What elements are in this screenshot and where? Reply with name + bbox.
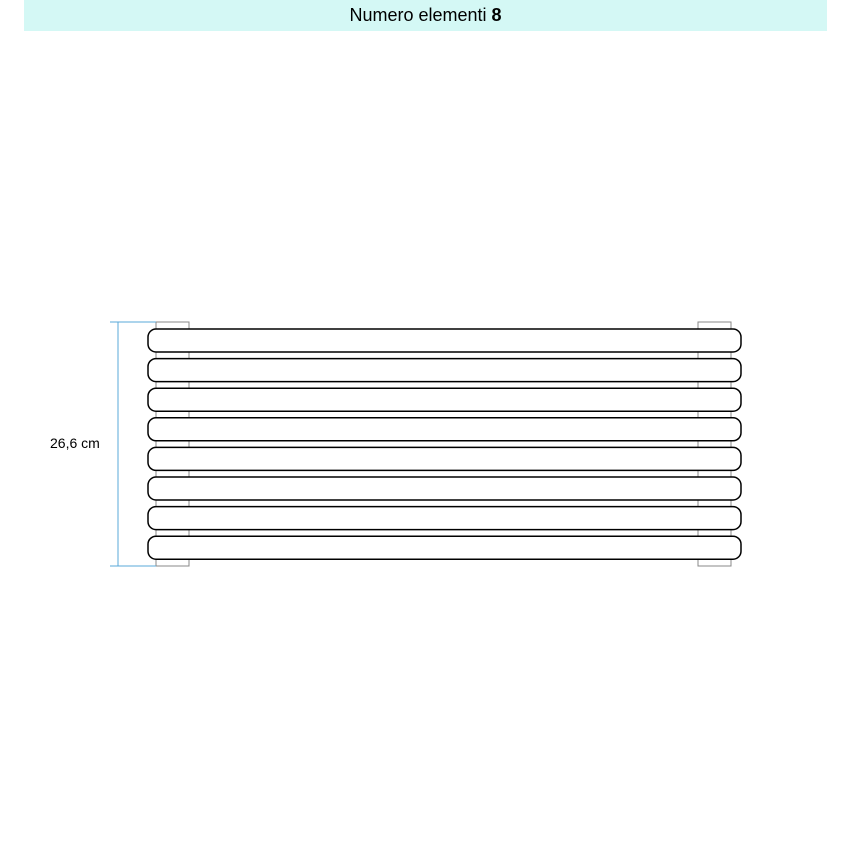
radiator-tube (148, 359, 741, 382)
radiator-tube (148, 536, 741, 559)
height-dimension-line (110, 322, 156, 566)
radiator-tube (148, 329, 741, 352)
radiator-tube (148, 388, 741, 411)
radiator-tube (148, 477, 741, 500)
radiator-tube (148, 447, 741, 470)
radiator-tube (148, 507, 741, 530)
radiator-tubes (148, 329, 741, 559)
radiator-tube (148, 418, 741, 441)
height-dimension-label: 26,6 cm (50, 435, 100, 451)
title-label: Numero elementi (349, 5, 487, 25)
element-count: 8 (491, 5, 502, 25)
